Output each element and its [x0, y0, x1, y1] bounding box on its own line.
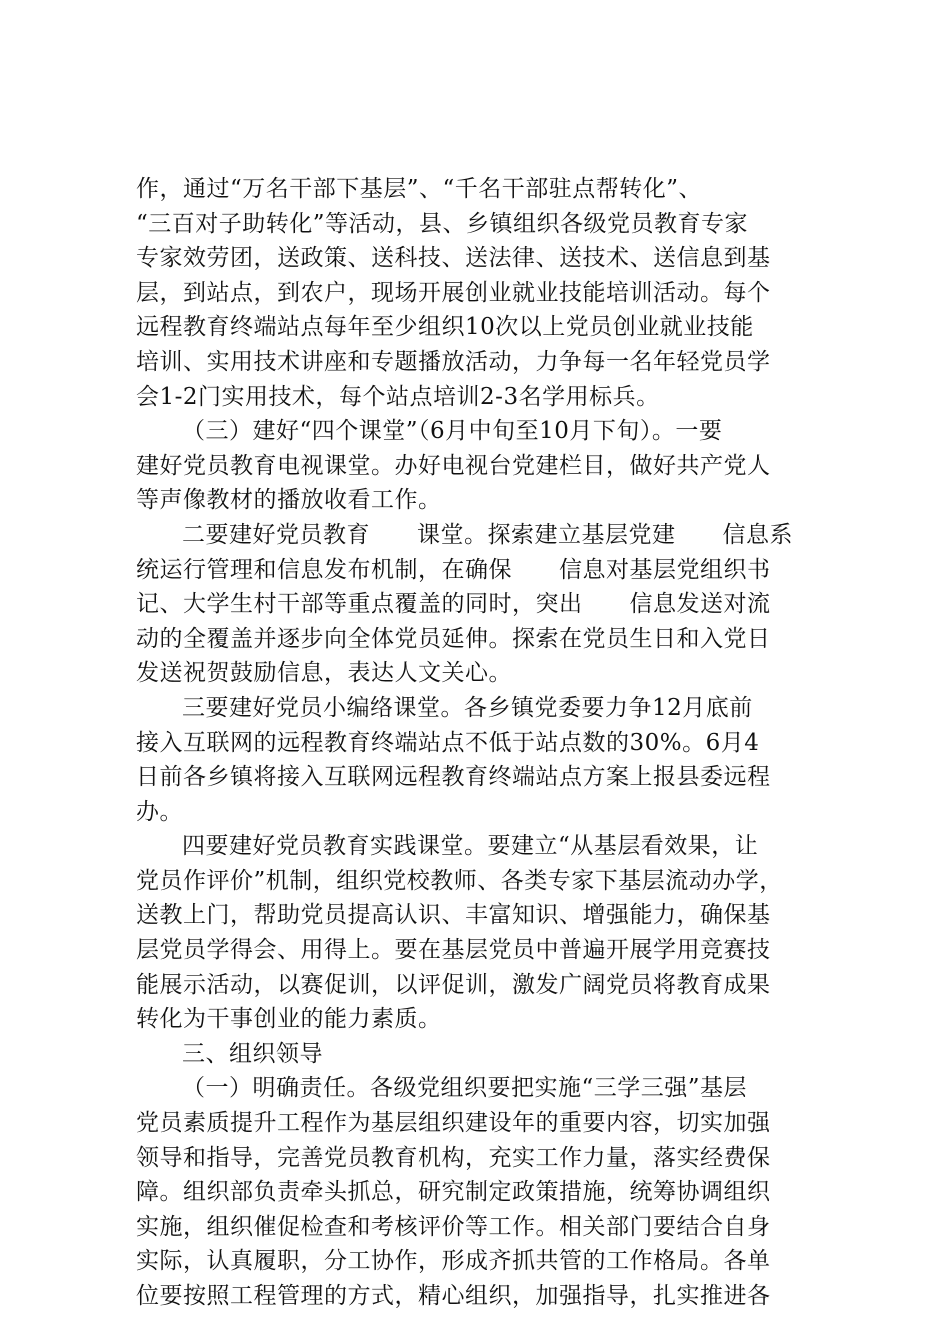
text-line: 发送祝贺鼓励信息，表达人文关心。 [136, 660, 512, 687]
text-line: “三百对子助转化”等活动，县、乡镇组织各级党员教育专家 [136, 210, 749, 237]
text-line: 层，到站点，到农户，现场开展创业就业技能培训活动。每个 [136, 279, 771, 306]
text-line: （一）明确责任。各级党组织要把实施“三学三强”基层 [182, 1075, 748, 1102]
text-line: 会1-2门实用技术，每个站点培训2-3名学用标兵。 [136, 383, 660, 410]
text-line: 三、组织领导 [182, 1040, 323, 1067]
text-line: 远程教育终端站点每年至少组织10次以上党员创业就业技能 [136, 314, 754, 341]
text-line: 动的全覆盖并逐步向全体党员延伸。探索在党员生日和入党日 [136, 625, 771, 652]
text-line: （三）建好“四个课堂”（6月中旬至10月下旬）。一要 [182, 418, 723, 445]
text-line: 领导和指导，完善党员教育机构，充实工作力量，落实经费保 [136, 1144, 771, 1171]
text-line: 办。 [136, 798, 183, 825]
text-line: 实施，组织催促检查和考核评价等工作。相关部门要结合自身 [136, 1213, 771, 1240]
text-line: 二要建好党员教育 课堂。探索建立基层党建 信息系 [182, 521, 793, 548]
text-line: 建好党员教育电视课堂。办好电视台党建栏目，做好共产党人 [136, 452, 771, 479]
text-line: 统运行管理和信息发布机制，在确保 信息对基层党组织书 [136, 556, 771, 583]
document-body [136, 172, 826, 1314]
text-line: 专家效劳团，送政策、送科技、送法律、送技术、送信息到基 [136, 245, 771, 272]
text-line: 位要按照工程管理的方式，精心组织，加强指导，扎实推进各 [136, 1283, 771, 1309]
text-line: 等声像教材的播放收看工作。 [136, 487, 442, 514]
text-line: 培训、实用技术讲座和专题播放活动，力争每一名年轻党员学 [136, 348, 771, 375]
text-line: 三要建好党员小编络课堂。各乡镇党委要力争12月底前 [182, 694, 753, 721]
text-line: 障。组织部负责牵头抓总，研究制定政策措施，统筹协调组织 [136, 1179, 771, 1206]
text-line: 送教上门，帮助党员提高认识、丰富知识、增强能力，确保基 [136, 902, 771, 929]
text-line: 作，通过“万名干部下基层”、“千名干部驻点帮转化”、 [136, 176, 703, 202]
text-line: 四要建好党员教育实践课堂。要建立“从基层看效果，让 [182, 833, 759, 860]
text-line: 记、大学生村干部等重点覆盖的同时，突出 信息发送对流 [136, 591, 771, 618]
text-line: 实际，认真履职，分工协作，形成齐抓共管的工作格局。各单 [136, 1248, 771, 1275]
text-line: 日前各乡镇将接入互联网远程教育终端站点方案上报县委远程 [136, 764, 771, 791]
text-line: 党员作评价”机制，组织党校教师、各类专家下基层流动办学， [136, 867, 783, 894]
text-line: 接入互联网的远程教育终端站点不低于站点数的30%。6月4 [136, 729, 760, 756]
text-line: 党员素质提升工程作为基层组织建设年的重要内容，切实加强 [136, 1110, 771, 1137]
text-line: 能展示活动，以赛促训，以评促训，激发广阔党员将教育成果 [136, 971, 771, 998]
text-line: 层党员学得会、用得上。要在基层党员中普遍开展学用竞赛技 [136, 937, 771, 964]
text-line: 转化为干事创业的能力素质。 [136, 1006, 442, 1033]
